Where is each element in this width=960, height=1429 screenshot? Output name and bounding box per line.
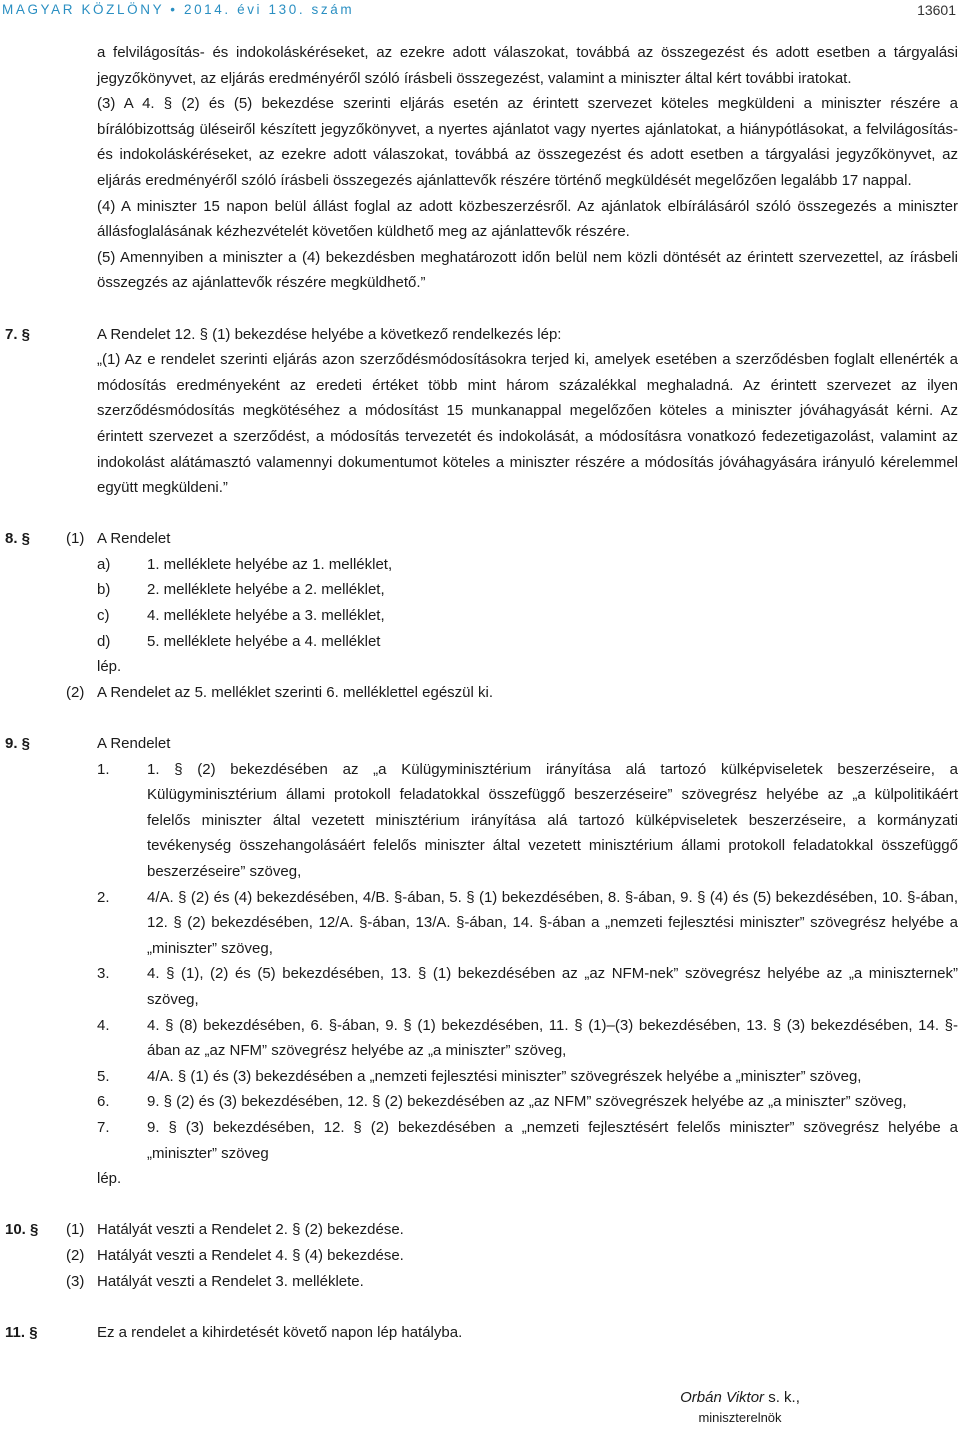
paragraph-4: (4) A miniszter 15 napon belül állást foglal az adott közbeszerzésről. Az ajánlatok elbírálásáról szóló összegezés a miniszter állásfoglalásának kézhezvételét követően küldhető meg az ajánlattevők részére.	[97, 197, 958, 241]
signature-block	[640, 1388, 840, 1428]
section-7	[0, 322, 958, 348]
signatory-title: miniszterelnök	[698, 1410, 782, 1425]
continuation-text: a felvilágosítás- és indokoláskéréseket, az ezekre adott válaszokat, továbbá az összegezést és adott esetben a tárgyalási jegyzőkönyvet, az eljárás eredményéről szóló írásbeli összegezést, valamint a miniszter által kért további iratokat.	[97, 44, 958, 87]
paragraph-5: (5) Amennyiben a miniszter a (4) bekezdésben meghatározott időn belül nem közli döntését az érintett szervezettel, az írásbeli összegzés az ajánlattevők részére megküldhető.”	[97, 248, 958, 292]
list-text: 4/A. § (2) és (4) bekezdésében, 4/B. §-ában, 5. § (1) bekezdésében, 8. §-ában, 9. § (4) és (5) bekezdésében, 10. §-ában, 12. § (2) bekezdésében, 12/A. §-ában, 13/A. §-ában, 14. §-ában a „nemzeti fejlesztési miniszter” szövegrész helyébe a „miniszter” szöveg,	[147, 888, 958, 957]
section-10-paragraph	[0, 1243, 958, 1269]
closing-word: lép.	[97, 1170, 122, 1188]
page-number: 13601	[917, 2, 956, 18]
closing-word: lép.	[97, 658, 122, 676]
section-9	[0, 731, 958, 757]
list-item	[0, 961, 958, 1012]
list-item	[0, 577, 958, 603]
paragraph-number: (2)	[66, 1246, 85, 1264]
list-label: c)	[97, 607, 110, 625]
paragraph-text: Hatályát veszti a Rendelet 4. § (4) bekezdése.	[97, 1246, 404, 1264]
section-number: 8. §	[5, 530, 31, 548]
section-11	[0, 1320, 958, 1346]
paragraph-text: Hatályát veszti a Rendelet 3. melléklete.	[97, 1272, 364, 1290]
signatory-suffix: s. k.,	[764, 1389, 800, 1406]
list-item	[0, 1064, 958, 1090]
list-label: d)	[97, 632, 111, 650]
section-10	[0, 1217, 958, 1243]
list-item	[0, 1115, 958, 1166]
page-header	[0, 0, 960, 20]
paragraph-text: Ez a rendelet a kihirdetését követő napon lép hatályba.	[97, 1323, 463, 1341]
paragraph-number: (1)	[66, 1221, 85, 1239]
section-number: 11. §	[5, 1323, 38, 1341]
list-item	[0, 552, 958, 578]
list-text: 1. § (2) bekezdésében az „a Külügyminisztérium irányítása alá tartozó külképviseletek beszerzéseire, a Külügyminisztérium állami protokoll feladatokkal összefüggő beszerzéseire” szövegrész helyébe az „a külpolitikáért felelős miniszter által vezetett minisztérium irányítása alá tartozó külképviseletek beszerzéseire, a kormányzati tevékenység összehangolásáért felelős miniszter által vezetett minisztérium állami protokoll feladatokkal összefüggő beszerzéseire” szöveg,	[147, 760, 958, 880]
list-text: 4/A. § (1) és (3) bekezdésében a „nemzeti fejlesztési miniszter” szövegrészek helyébe a „miniszter” szöveg,	[147, 1067, 862, 1085]
list-item	[0, 885, 958, 962]
section-10-paragraph	[0, 1269, 958, 1295]
section-intro: A Rendelet 12. § (1) bekezdése helyébe a következő rendelkezés lép:	[97, 325, 562, 343]
list-label: 2.	[97, 888, 110, 906]
section-intro: A Rendelet	[97, 530, 171, 548]
list-text: 9. § (3) bekezdésében, 12. § (2) bekezdésében a „nemzeti fejlesztésért felelős miniszter” szövegrész helyébe a „miniszter” szöveg	[147, 1118, 958, 1162]
section-8	[0, 526, 958, 552]
list-text: 4. melléklete helyébe a 3. melléklet,	[147, 607, 385, 625]
list-item	[0, 603, 958, 629]
list-text: 5. melléklete helyébe a 4. melléklet	[147, 632, 381, 650]
list-text: 4. § (1), (2) és (5) bekezdésében, 13. § (1) bekezdésében az „az NFM-nek” szövegrész helyébe az „a miniszternek” szöveg,	[147, 965, 958, 1008]
list-item	[0, 1089, 958, 1115]
paragraph-text: A Rendelet az 5. melléklet szerinti 6. melléklettel egészül ki.	[97, 683, 494, 701]
paragraph-number: (3)	[66, 1272, 85, 1290]
signatory-name: Orbán Viktor	[680, 1389, 765, 1406]
list-text: 2. melléklete helyébe a 2. melléklet,	[147, 581, 385, 599]
list-label: 7.	[97, 1118, 110, 1136]
list-text: 9. § (2) és (3) bekezdésében, 12. § (2) bekezdésében az „az NFM” szövegrészek helyébe az „a miniszter” szöveg,	[147, 1093, 907, 1111]
section-7-quote: „(1) Az e rendelet szerinti eljárás azon szerződésmódosításokra terjed ki, amelyek esetében a szerződésben foglalt ellenérték a módosítás eredményeként az eredeti értéket több mint három százalékkal meghaladná. Az érintett szervezet az ilyen szerződésmódosítás megkötéséhez a módosítást 15 munkanappal megelőzően köteles a miniszter jóváhagyását kérni. Az érintett szervezet a szerződést, a módosítás tervezetét és indokolását, a módosításra vonatkozó fedezetigazolást, valamint az indokolást alátámasztó valamennyi dokumentumot köteles a miniszter részére a módosítás jóváhagyására irányuló kérelemmel együtt megküldeni.”	[97, 351, 958, 497]
list-item	[0, 1013, 958, 1064]
list-label: 6.	[97, 1093, 110, 1111]
section-number: 7. §	[5, 325, 31, 343]
signature-line	[640, 1388, 840, 1408]
list-label: 3.	[97, 965, 110, 983]
section-8-paragraph-2	[0, 680, 958, 706]
document-body	[0, 40, 958, 1345]
list-label: 4.	[97, 1016, 110, 1034]
list-label: a)	[97, 555, 111, 573]
section-number: 9. §	[5, 735, 31, 753]
list-item	[0, 629, 958, 655]
section-intro: A Rendelet	[97, 735, 171, 753]
list-label: b)	[97, 581, 111, 599]
list-text: 4. § (8) bekezdésében, 6. §-ában, 9. § (1) bekezdésében, 11. § (1)–(3) bekezdésében, 13. § (3) bekezdésében, 14. §-ában az „az NFM” szövegrész helyébe az „a miniszter” szöveg,	[147, 1016, 958, 1060]
paragraph-text: Hatályát veszti a Rendelet 2. § (2) bekezdése.	[97, 1221, 404, 1239]
paragraph-3: (3) A 4. § (2) és (5) bekezdése szerinti eljárás esetén az érintett szervezet köteles megküldeni a miniszter részére a bírálóbizottság üléseiről készített jegyzőkönyvet, a nyertes ajánlatot vagy nyertes ajánlatokat, a hiánypótlásokat, a felvilágosítás- és indokoláskéréseket, az ezekre adott válaszokat, továbbá az összegezést és adott esetben a tárgyalási jegyzőkönyvet, az eljárás eredményéről szóló írásbeli összegezés ajánlattevők részére történő megküldését megelőzően legalább 17 nappal.	[97, 95, 958, 189]
list-text: 1. melléklete helyébe az 1. melléklet,	[147, 555, 393, 573]
paragraph-number: (1)	[66, 530, 85, 548]
journal-title: MAGYAR KÖZLÖNY • 2014. évi 130. szám	[2, 2, 355, 17]
list-label: 1.	[97, 760, 110, 778]
list-item	[0, 757, 958, 885]
section-number: 10. §	[5, 1221, 39, 1239]
paragraph-number: (2)	[66, 683, 85, 701]
list-label: 5.	[97, 1067, 110, 1085]
